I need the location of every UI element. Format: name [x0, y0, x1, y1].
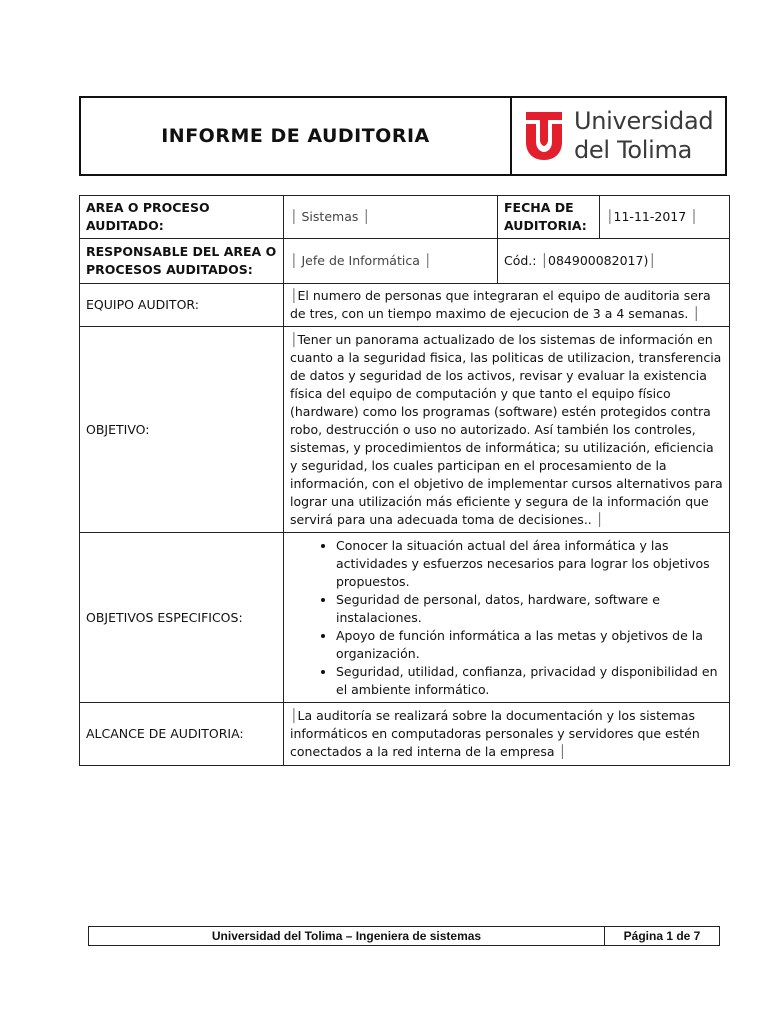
area-value-cell: │ Sistemas │ — [284, 196, 498, 239]
responsable-value-cell: │ Jefe de Informática │ — [284, 239, 498, 284]
page-footer — [88, 926, 720, 946]
objetivo-label: OBJETIVO: — [80, 327, 284, 533]
equipo-label: EQUIPO AUDITOR: — [80, 284, 284, 327]
logo-text — [574, 107, 713, 165]
footer-page-number: Página 1 de 7 — [623, 929, 701, 943]
area-value: Sistemas — [301, 209, 359, 224]
area-label: AREA O PROCESO AUDITADO: — [80, 196, 284, 239]
fecha-value: 11-11-2017 — [613, 209, 687, 224]
especificos-list — [290, 537, 723, 699]
cod-label: Cód.: — [504, 253, 537, 268]
responsable-value: Jefe de Informática — [301, 253, 420, 268]
equipo-value: El numero de personas que integraran el equipo de auditoria sera de tres, con un tiempo maximo de ejecucion de 3 a 4 semanas. — [290, 288, 711, 321]
audit-info-table — [79, 195, 730, 766]
list-item: • Conocer la situación actual del área informática y las actividades y esfuerzos necesarios para lograr los objetivos propuestos. — [336, 537, 723, 591]
cod-value: 084900082017) — [548, 253, 649, 268]
responsable-label: RESPONSABLE DEL AREA O PROCESOS AUDITADOS: — [80, 239, 284, 284]
document-header — [79, 96, 727, 176]
ut-logo-icon — [524, 110, 564, 162]
logo-line1: Universidad — [574, 107, 714, 135]
document-title: INFORME DE AUDITORIA — [81, 98, 512, 174]
especificos-label: OBJETIVOS ESPECIFICOS: — [80, 533, 284, 703]
objetivo-value: Tener un panorama actualizado de los sistemas de información en cuanto a la seguridad fisica, las politicas de utilizacion, transferencia de datos y seguridad de los activos, revisar y evaluar la existencia física del equipo de computación y que tanto el equipo físico (hardware) como los programas (software) estén protegidos contra robo, destrucción o uso no autorizado. Así también los controles, sistemas, y procedimientos de informática; su utilización, eficiencia y seguridad, los cuales participan en el procesamiento de la información, con el objetivo de implementar cursos alternativos para lograr una utilización más eficiente y segura de la información que servirá para una adecuada toma de decisiones.. — [290, 331, 723, 527]
equipo-value-cell: │El numero de personas que integraran el equipo de auditoria sera de tres, con un tiempo maximo de ejecucion de 3 a 4 semanas. │ — [284, 284, 730, 327]
footer-university: Universidad del Tolima – Ingeniera de sistemas — [89, 927, 605, 945]
cod-cell: Cód.: │084900082017)│ — [498, 239, 730, 284]
objetivo-value-cell: │Tener un panorama actualizado de los sistemas de información en cuanto a la seguridad fisica, las politicas de utilizacion, transferencia de datos y seguridad de los activos, revisar y evaluar la existencia física del equipo de computación y que tanto el equipo físico (hardware) como los programas (software) estén protegidos contra robo, destrucción o uso no autorizado. Así también los controles, sistemas, y procedimientos de informática; su utilización, eficiencia y seguridad, los cuales participan en el procesamiento de la información, con el objetivo de implementar cursos alternativos para lograr una utilización más eficiente y segura de la información que servirá para una adecuada toma de decisiones.. │ — [284, 327, 730, 533]
list-item: • Apoyo de función informática a las metas y objetivos de la organización. — [336, 627, 723, 663]
alcance-value-cell: │La auditoría se realizará sobre la documentación y los sistemas informáticos en computadoras personales y servidores que estén conectados a la red interna de la empresa │ — [284, 703, 730, 766]
logo-line2: del Tolima — [574, 136, 692, 164]
university-logo — [512, 98, 725, 174]
list-item: • Seguridad, utilidad, confianza, privacidad y disponibilidad en el ambiente informático. — [336, 663, 723, 699]
fecha-label: FECHA DE AUDITORIA: — [498, 196, 600, 239]
alcance-value: La auditoría se realizará sobre la documentación y los sistemas informáticos en computadoras personales y servidores que estén conectados a la red interna de la empresa — [290, 708, 700, 759]
especificos-value-cell — [284, 533, 730, 703]
fecha-value-cell: │11-11-2017 │ — [600, 196, 730, 239]
list-item: • Seguridad de personal, datos, hardware, software e instalaciones. — [336, 591, 723, 627]
alcance-label: ALCANCE DE AUDITORIA: — [80, 703, 284, 766]
